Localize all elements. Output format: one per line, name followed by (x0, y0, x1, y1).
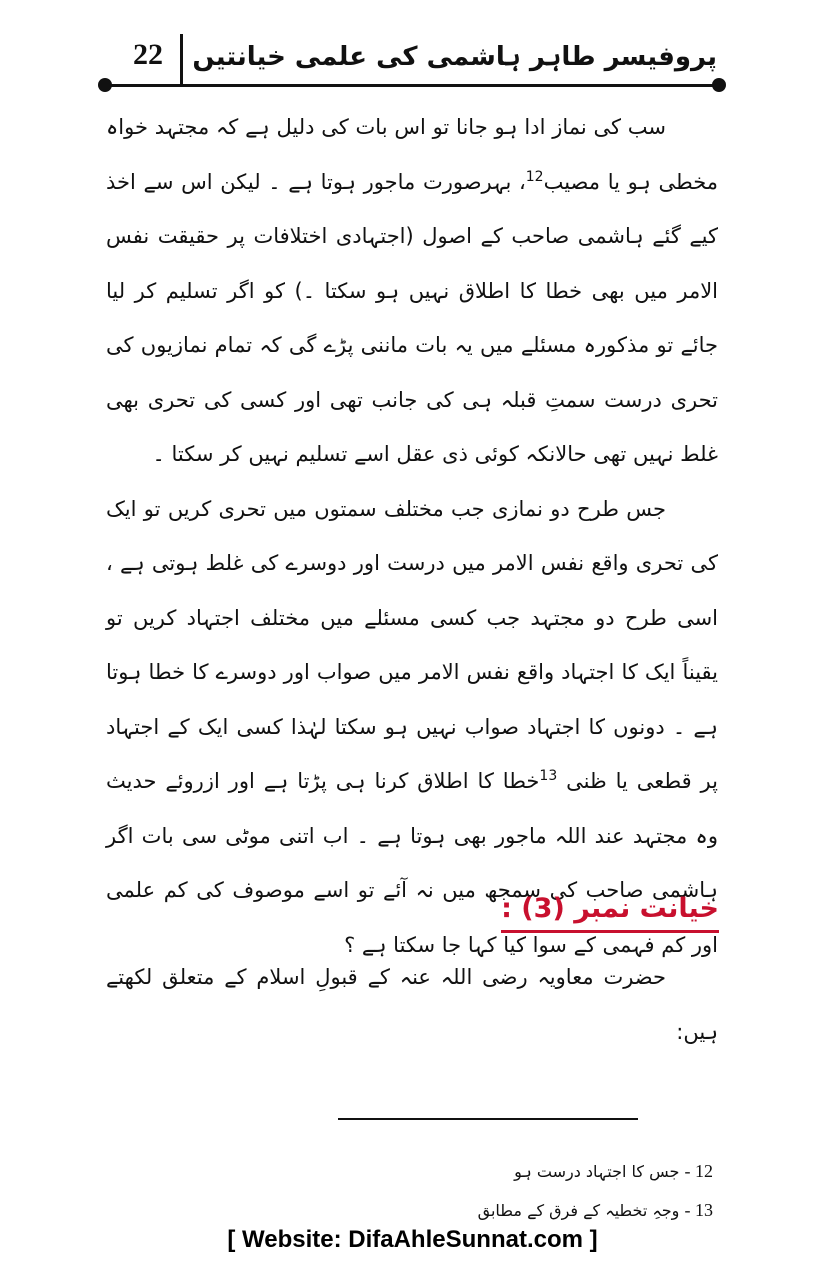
main-text (106, 100, 718, 972)
paragraph-1 (106, 100, 718, 482)
section-title: خیانت نمبر (3) : (501, 893, 719, 933)
paragraph-2-part-2: خطا کا اطلاق کرنا ہی پڑتا ہے اور ازروئے حدیث وہ مجتہد عند اللہ ماجور بھی ہوتا ہے ۔ اب اتنی موٹی سی بات اگر ہاشمی صاحب کی سمجھ میں نہ آئے تو اسے موصوف کی کم علمی اور کم فہمی کے سوا کیا کہا جا سکتا ہے ؟ (106, 769, 718, 957)
footnote-number: 12 - (684, 1161, 713, 1181)
page-header (0, 0, 825, 100)
footnote-separator (338, 1118, 638, 1120)
header-rule-right-dot (712, 78, 726, 92)
footnote-number: 13 - (684, 1200, 713, 1220)
section-body (106, 950, 718, 1059)
header-rule-left-dot (98, 78, 112, 92)
footnote-text: وجہِ تخطیہ کے فرق کے مطابق (477, 1201, 680, 1220)
header-divider (180, 34, 183, 86)
paragraph-1-part-2: ، بہرصورت ماجور ہوتا ہے ۔ لیکن اس سے اخذ کیے گئے ہاشمی صاحب کے اصول (اجتہادی اختلافات پر حقیقت نفس الامر میں بھی خطا کا اطلاق نہیں ہو سکتا ۔) کو اگر تسلیم کر لیا جائے تو مذکورہ مسئلے میں یہ بات ماننی پڑے گی کہ تمام نمازیوں کی تحری درست سمتِ قبلہ ہی کی جانب تھی اور کسی کی تحری بھی غلط نہیں تھی حالانکہ کوئی ذی عقل اسے تسلیم نہیں کر سکتا ۔ (106, 169, 718, 466)
page-number: 22 (133, 38, 163, 71)
header-rule (106, 84, 718, 87)
website-link[interactable]: [ Website: DifaAhleSunnat.com ] (227, 1226, 598, 1253)
paragraph-2-part-1: جس طرح دو نمازی جب مختلف سمتوں میں تحری کریں تو ایک کی تحری واقع نفس الامر میں درست اور دوسرے کی غلط ہوتی ہے ، اسی طرح دو مجتہد جب کسی مسئلے میں مختلف اجتہاد کریں تو یقیناً ایک کا اجتہاد واقع نفس الامر میں صواب اور دوسرے کا خطا ہوتا ہے ۔ دونوں کا اجتہاد صواب نہیں ہو سکتا لہٰذا کسی ایک کے اجتہاد پر قطعی یا ظنی (106, 496, 718, 793)
section-heading (501, 893, 719, 933)
footnotes (478, 1152, 713, 1230)
footnote-12 (478, 1152, 713, 1191)
footnote-ref-13: 13 (539, 768, 558, 784)
footnote-text: جس کا اجتہاد درست ہو (514, 1162, 680, 1181)
footnote-ref-12: 12 (525, 168, 544, 185)
paragraph-1-part-1: سب کی نماز ادا ہو جانا تو اس بات کی دلیل ہے کہ مجتہد خواہ مخطی ہو یا مصیب (106, 115, 719, 194)
footnote-13 (478, 1191, 713, 1230)
book-title: پروفیسر طاہر ہاشمی کی علمی خیانتیں (192, 42, 717, 72)
section-paragraph: حضرت معاویہ رضی اللہ عنہ کے قبولِ اسلام کے متعلق لکھتے ہیں: (106, 965, 718, 1044)
